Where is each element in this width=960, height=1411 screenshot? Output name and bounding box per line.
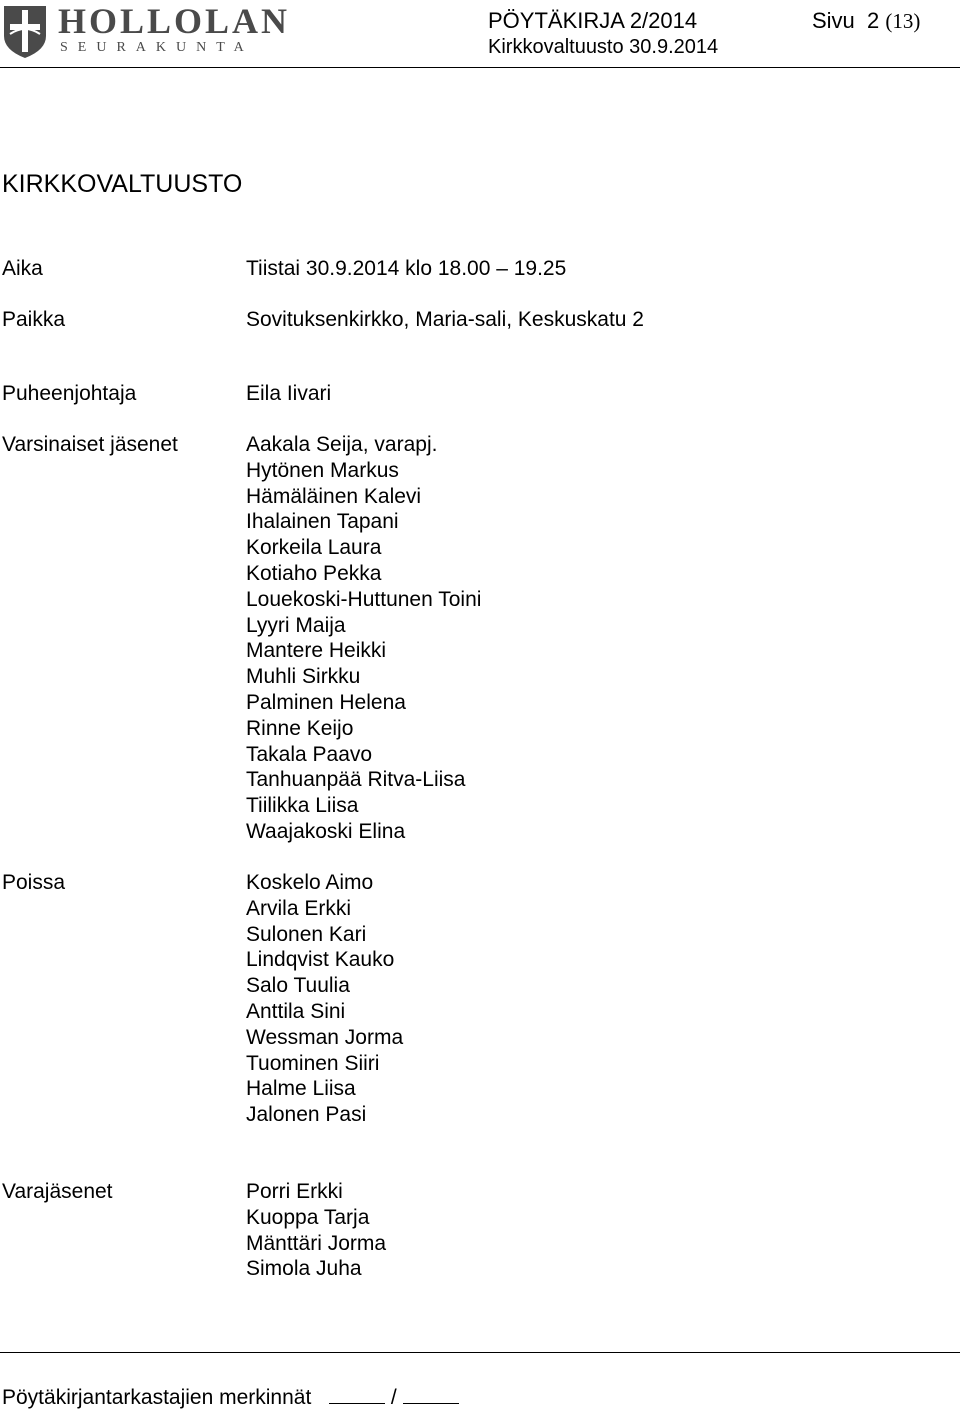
logo-title: HOLLOLAN — [58, 1, 291, 41]
list-item: Hämäläinen Kalevi — [246, 484, 422, 508]
document-subtitle: Kirkkovaltuusto 30.9.2014 — [488, 36, 719, 58]
list-item: Mänttäri Jorma — [246, 1231, 387, 1255]
page-number: 2 — [867, 8, 880, 33]
list-item: Wessman Jorma — [246, 1025, 404, 1049]
list-item: Kotiaho Pekka — [246, 561, 382, 585]
footer-label: Pöytäkirjantarkastajien merkinnät — [2, 1386, 312, 1409]
absent-label: Poissa — [2, 871, 66, 894]
list-item: Porri Erkki — [246, 1180, 343, 1203]
page-title: KIRKKOVALTUUSTO — [2, 170, 243, 198]
list-item: Tiilikka Liisa — [246, 794, 359, 818]
page-label: Sivu — [812, 8, 855, 33]
time-label: Aika — [2, 257, 43, 280]
chair-value: Eila Iivari — [246, 382, 332, 405]
deputies-list — [246, 1179, 386, 1282]
place-value: Sovituksenkirkko, Maria-sali, Keskuskatu 2 — [246, 308, 644, 331]
list-item: Anttila Sini — [246, 999, 346, 1023]
members-label: Varsinaiset jäsenet — [2, 433, 178, 456]
footer-divider — [0, 1352, 960, 1353]
list-item: Koskelo Aimo — [246, 871, 374, 894]
deputies-label: Varajäsenet — [2, 1180, 113, 1203]
list-item: Simola Juha — [246, 1257, 362, 1281]
list-item: Aakala Seija, varapj. — [246, 433, 438, 456]
list-item: Sulonen Kari — [246, 922, 367, 946]
list-item: Tanhuanpää Ritva-Liisa — [246, 768, 466, 792]
absent-list — [246, 870, 403, 1128]
list-item: Arvila Erkki — [246, 896, 352, 920]
list-item: Kuoppa Tarja — [246, 1205, 370, 1229]
list-item: Lindqvist Kauko — [246, 948, 395, 972]
page-total: (13) — [885, 9, 921, 33]
list-item: Halme Liisa — [246, 1077, 356, 1101]
document-title: PÖYTÄKIRJA 2/2014 — [488, 8, 698, 33]
time-value: Tiistai 30.9.2014 klo 18.00 – 19.25 — [246, 257, 567, 280]
list-item: Ihalainen Tapani — [246, 510, 399, 534]
list-item: Louekoski-Huttunen Toini — [246, 587, 482, 611]
list-item: Mantere Heikki — [246, 639, 387, 663]
list-item: Salo Tuulia — [246, 974, 350, 998]
page-indicator — [812, 8, 920, 34]
list-item: Korkeila Laura — [246, 536, 382, 560]
list-item: Waajakoski Elina — [246, 819, 406, 843]
list-item: Rinne Keijo — [246, 716, 354, 740]
initials-blank-1[interactable] — [329, 1383, 385, 1404]
list-item: Tuominen Siiri — [246, 1051, 380, 1075]
header-divider — [0, 67, 960, 68]
list-item: Muhli Sirkku — [246, 665, 361, 689]
members-list — [246, 432, 481, 845]
list-item: Palminen Helena — [246, 690, 406, 714]
initials-blank-2[interactable] — [403, 1383, 459, 1404]
list-item: Jalonen Pasi — [246, 1103, 367, 1127]
place-label: Paikka — [2, 308, 66, 331]
list-item: Hytönen Markus — [246, 458, 399, 482]
footer-signature-line — [2, 1383, 459, 1410]
list-item: Takala Paavo — [246, 742, 373, 766]
chair-label: Puheenjohtaja — [2, 382, 137, 405]
logo-subtitle: SEURAKUNTA — [60, 40, 254, 55]
initials-separator: / — [390, 1386, 397, 1409]
list-item: Lyyri Maija — [246, 613, 346, 637]
page-header — [0, 0, 960, 68]
church-cross-emblem-icon — [0, 2, 50, 60]
